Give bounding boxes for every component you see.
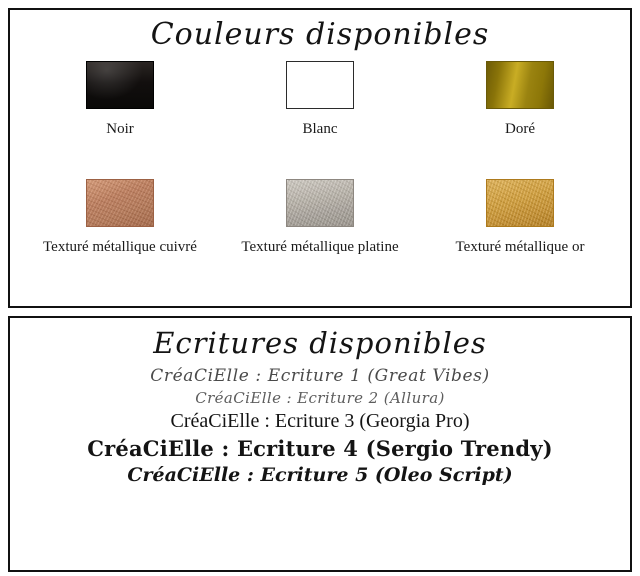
font-sample-1[interactable]: CréaCiElle : Ecriture 1 (Great Vibes) [150, 366, 490, 386]
font-sample-4[interactable]: CréaCiElle : Ecriture 4 (Sergio Trendy) [87, 436, 553, 461]
color-swatch-cuivre [86, 179, 154, 227]
font-sample-2[interactable]: CréaCiElle : Ecriture 2 (Allura) [195, 389, 445, 407]
fonts-section-title: Ecritures disponibles [153, 326, 487, 360]
color-label-dore: Doré [505, 120, 535, 137]
color-label-platine: Texturé métallique platine [241, 239, 399, 256]
color-label-noir: Noir [106, 120, 134, 137]
available-colors-panel [8, 8, 632, 308]
font-sample-3[interactable]: CréaCiElle : Ecriture 3 (Georgia Pro) [170, 410, 470, 432]
color-option-cuivre[interactable] [20, 179, 220, 257]
color-swatch-noir [86, 61, 154, 109]
color-swatch-blanc [286, 61, 354, 109]
color-label-cuivre: Texturé métallique cuivré [43, 239, 197, 256]
color-option-dore[interactable] [420, 61, 620, 139]
available-fonts-panel [8, 316, 632, 572]
color-swatch-dore [486, 61, 554, 109]
color-option-blanc[interactable] [220, 61, 420, 139]
color-swatch-grid [20, 61, 620, 299]
font-sample-list [20, 366, 620, 486]
color-option-or[interactable] [420, 179, 620, 257]
color-swatch-or [486, 179, 554, 227]
color-option-noir[interactable] [20, 61, 220, 139]
color-option-platine[interactable] [220, 179, 420, 257]
color-label-or: Texturé métallique or [455, 239, 585, 256]
color-swatch-platine [286, 179, 354, 227]
color-label-blanc: Blanc [302, 120, 338, 137]
font-sample-5[interactable]: CréaCiElle : Ecriture 5 (Oleo Script) [127, 464, 513, 486]
colors-section-title: Couleurs disponibles [150, 17, 490, 52]
